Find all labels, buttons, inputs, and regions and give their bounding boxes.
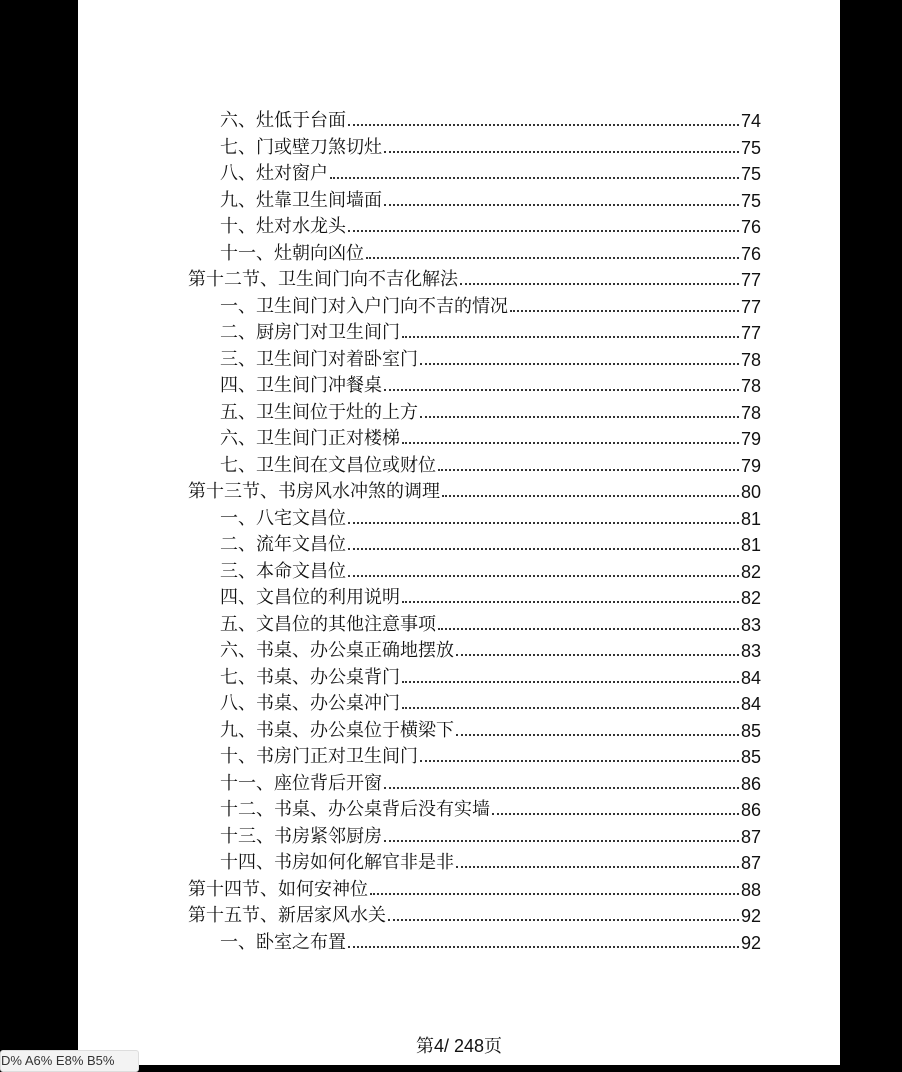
toc-leader-dots [492,812,739,815]
toc-section-entry[interactable] [188,901,761,927]
toc-entry-title: 六、灶低于台面 [220,110,346,131]
toc-entry-title: 八、书桌、办公桌冲门 [220,693,400,714]
toc-subsection-entry[interactable] [220,795,761,821]
toc-leader-dots [348,574,739,577]
toc-subsection-entry[interactable] [220,106,761,132]
toc-entry-title: 一、卧室之布置 [220,931,346,953]
toc-entry-page-number: 87 [740,826,761,847]
document-page [78,0,840,1065]
toc-subsection-entry[interactable] [220,928,761,954]
toc-entry-page-number: 87 [740,853,761,873]
toc-entry-title: 五、卫生间位于灶的上方 [220,401,418,423]
toc-entry-title: 四、卫生间门冲餐桌 [220,375,382,396]
toc-entry-page-number: 83 [740,614,761,635]
toc-subsection-entry[interactable] [220,424,761,450]
toc-entry-title: 十三、书房紧邻厨房 [220,825,382,847]
toc-entry-page-number: 92 [740,932,761,953]
toc-entry-page-number: 75 [740,137,761,158]
toc-leader-dots [456,653,739,656]
toc-entry-page-number: 78 [740,349,761,370]
toc-entry-title: 二、流年文昌位 [220,534,346,555]
toc-subsection-entry[interactable] [220,822,761,848]
toc-leader-dots [384,786,739,789]
toc-subsection-entry[interactable] [220,159,761,185]
toc-entry-page-number: 79 [740,429,761,449]
toc-entry-title: 十、灶对水龙头 [220,216,346,237]
toc-entry-title: 第十三节、书房风水冲煞的调理 [188,481,440,502]
toc-entry-title: 一、八宅文昌位 [220,507,346,529]
toc-leader-dots [348,229,739,232]
toc-leader-dots [384,150,739,153]
toc-subsection-entry[interactable] [220,345,761,371]
toc-leader-dots [402,706,739,709]
toc-entry-page-number: 77 [740,296,761,317]
toc-entry-title: 七、卫生间在文昌位或财位 [220,454,436,476]
toc-subsection-entry[interactable] [220,530,761,556]
toc-subsection-entry[interactable] [220,663,761,689]
toc-leader-dots [510,309,739,312]
toc-entry-page-number: 78 [740,376,761,396]
toc-entry-page-number: 86 [740,800,761,820]
toc-subsection-entry[interactable] [220,133,761,159]
toc-entry-title: 第十二节、卫生间门向不吉化解法 [188,269,458,290]
toc-entry-title: 二、厨房门对卫生间门 [220,322,400,343]
toc-entry-page-number: 77 [740,323,761,343]
toc-entry-title: 九、灶靠卫生间墙面 [220,189,382,211]
toc-entry-page-number: 76 [740,243,761,264]
toc-leader-dots [420,759,739,762]
toc-subsection-entry[interactable] [220,557,761,583]
toc-entry-page-number: 85 [740,747,761,767]
toc-leader-dots [420,415,739,418]
toc-subsection-entry[interactable] [220,239,761,265]
toc-entry-title: 六、书桌、办公桌正确地摆放 [220,640,454,661]
toc-leader-dots [348,945,739,948]
toc-leader-dots [442,494,739,497]
toc-subsection-entry[interactable] [220,371,761,397]
toc-entry-title: 十二、书桌、办公桌背后没有实墙 [220,799,490,820]
toc-section-entry[interactable] [188,477,761,503]
toc-entry-page-number: 79 [740,455,761,476]
toc-entry-title: 四、文昌位的利用说明 [220,587,400,608]
toc-leader-dots [402,600,739,603]
toc-subsection-entry[interactable] [220,398,761,424]
toc-section-entry[interactable] [188,875,761,901]
toc-entry-title: 三、本命文昌位 [220,560,346,582]
toc-leader-dots [456,733,739,736]
toc-entry-page-number: 82 [740,561,761,582]
toc-entry-page-number: 76 [740,217,761,237]
toc-leader-dots [330,176,739,179]
toc-entry-page-number: 77 [740,270,761,290]
toc-entry-title: 十、书房门正对卫生间门 [220,746,418,767]
toc-entry-page-number: 74 [740,111,761,131]
toc-entry-page-number: 84 [740,694,761,714]
toc-entry-title: 七、书桌、办公桌背门 [220,666,400,688]
toc-entry-title: 十一、座位背后开窗 [220,772,382,794]
toc-entry-title: 八、灶对窗户 [220,163,328,184]
toc-leader-dots [420,362,739,365]
toc-leader-dots [402,680,739,683]
toc-leader-dots [388,918,739,921]
toc-entry-page-number: 88 [740,879,761,900]
toc-entry-title: 十四、书房如何化解官非是非 [220,852,454,873]
toc-leader-dots [384,203,739,206]
toc-entry-page-number: 80 [740,482,761,502]
toc-subsection-entry[interactable] [220,689,761,715]
toc-entry-page-number: 86 [740,773,761,794]
toc-leader-dots [348,123,739,126]
toc-entry-title: 三、卫生间门对着卧室门 [220,348,418,370]
toc-subsection-entry[interactable] [220,769,761,795]
toc-leader-dots [402,335,739,338]
toc-subsection-entry[interactable] [220,451,761,477]
toc-leader-dots [460,282,739,285]
toc-leader-dots [348,521,739,524]
toc-entry-page-number: 92 [740,906,761,926]
toc-subsection-entry[interactable] [220,292,761,318]
toc-subsection-entry[interactable] [220,716,761,742]
toc-entry-title: 一、卫生间门对入户门向不吉的情况 [220,295,508,317]
toc-leader-dots [438,468,739,471]
toc-entry-title: 五、文昌位的其他注意事项 [220,613,436,635]
url-status-tooltip: D% A6% E8% B5% [0,1050,139,1072]
toc-leader-dots [402,441,739,444]
toc-leader-dots [370,892,739,895]
toc-entry-title: 七、门或壁刀煞切灶 [220,136,382,158]
toc-subsection-entry[interactable] [220,848,761,874]
toc-subsection-entry[interactable] [220,610,761,636]
toc-leader-dots [438,627,739,630]
toc-leader-dots [348,547,739,550]
toc-leader-dots [384,839,739,842]
toc-entry-page-number: 83 [740,641,761,661]
toc-entry-title: 九、书桌、办公桌位于横梁下 [220,719,454,741]
toc-entry-page-number: 84 [740,667,761,688]
toc-subsection-entry[interactable] [220,186,761,212]
toc-entry-title: 第十五节、新居家风水关 [188,905,386,926]
toc-subsection-entry[interactable] [220,318,761,344]
toc-subsection-entry[interactable] [220,504,761,530]
toc-entry-page-number: 78 [740,402,761,423]
toc-subsection-entry[interactable] [220,212,761,238]
toc-leader-dots [384,388,739,391]
toc-entry-title: 十一、灶朝向凶位 [220,242,364,264]
toc-entry-page-number: 82 [740,588,761,608]
toc-entry-title: 六、卫生间门正对楼梯 [220,428,400,449]
toc-entry-title: 第十四节、如何安神位 [188,878,368,900]
toc-entry-page-number: 75 [740,190,761,211]
toc-entry-page-number: 85 [740,720,761,741]
page-indicator: 第4/ 248页 [415,1036,503,1056]
toc-entry-page-number: 81 [740,535,761,555]
toc-entry-page-number: 75 [740,164,761,184]
toc-section-entry[interactable] [188,265,761,291]
toc-entry-page-number: 81 [740,508,761,529]
toc-subsection-entry[interactable] [220,636,761,662]
toc-subsection-entry[interactable] [220,583,761,609]
toc-leader-dots [456,865,739,868]
toc-subsection-entry[interactable] [220,742,761,768]
toc-leader-dots [366,256,739,259]
